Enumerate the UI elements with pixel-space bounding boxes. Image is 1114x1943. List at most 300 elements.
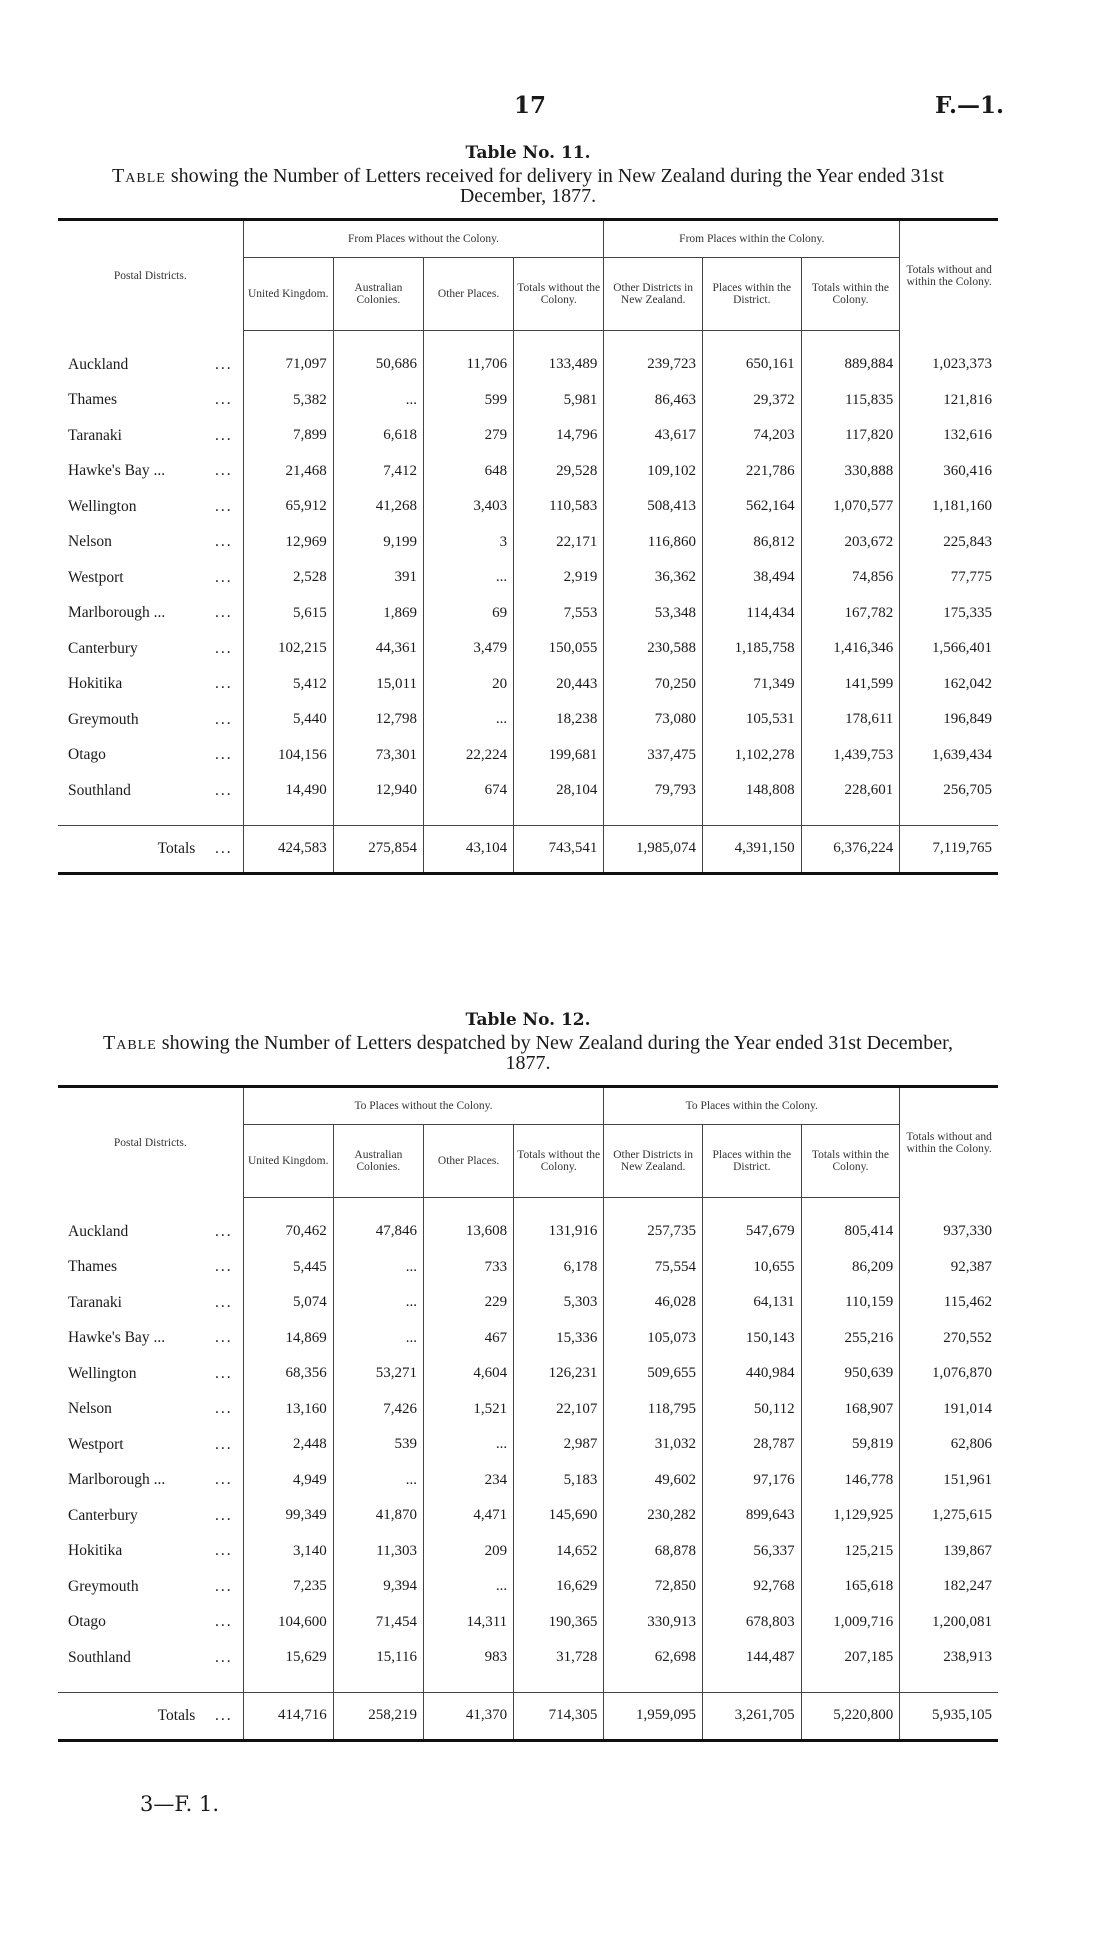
cell-tot-within: 6,376,224 [801, 825, 900, 873]
cell-uk: 70,462 [243, 1214, 333, 1250]
cell-grand: 151,961 [900, 1463, 998, 1499]
cell-uk: 99,349 [243, 1498, 333, 1534]
cell-aus: 9,394 [333, 1569, 423, 1605]
cell-nz-other: 257,735 [604, 1214, 703, 1250]
group-header-without-colony: From Places without the Colony. [243, 220, 604, 258]
cell-uk: 5,445 [243, 1250, 333, 1286]
cell-aus: 9,199 [333, 525, 423, 561]
cell-aus: 47,846 [333, 1214, 423, 1250]
table-row [58, 631, 998, 667]
cell-grand: 270,552 [900, 1321, 998, 1357]
cell-aus: 73,301 [333, 738, 423, 774]
cell-tot-within: 110,159 [801, 1285, 900, 1321]
table-row [58, 1640, 998, 1676]
cell-tot-within: 1,070,577 [801, 489, 900, 525]
leader-dots: ... [215, 1577, 233, 1595]
cell-other: 733 [423, 1250, 513, 1286]
cell-tot-within: 889,884 [801, 347, 900, 383]
cell-uk: 3,140 [243, 1534, 333, 1570]
cell-other: 3,479 [423, 631, 513, 667]
column-header-australian-colonies: Australian Colonies. [333, 258, 423, 331]
table-row [58, 1214, 998, 1250]
leader-dots: ... [215, 1329, 233, 1347]
cell-aus: 41,870 [333, 1498, 423, 1534]
district-name: Marlborough ... ... [68, 1471, 233, 1489]
column-header-other-places: Other Places. [423, 258, 513, 331]
cell-uk: 5,440 [243, 702, 333, 738]
cell-places-within: 148,808 [702, 773, 801, 809]
cell-other: 41,370 [423, 1692, 513, 1740]
cell-tot-within: 167,782 [801, 596, 900, 632]
cell-tot-without: 28,104 [514, 773, 604, 809]
cell-tot-without: 7,553 [514, 596, 604, 632]
cell-grand: 1,566,401 [900, 631, 998, 667]
leader-dots: ... [215, 462, 233, 480]
table-row [58, 1250, 998, 1286]
cell-places-within: 114,434 [702, 596, 801, 632]
document-reference: F.—1. [934, 92, 1004, 119]
cell-aus: 11,303 [333, 1534, 423, 1570]
column-header-totals-without: Totals without the Colony. [514, 258, 604, 331]
table-caption [58, 166, 998, 206]
cell-other: 69 [423, 596, 513, 632]
table-row [58, 1605, 998, 1641]
leader-dots: ... [215, 1706, 233, 1724]
cell-other: 983 [423, 1640, 513, 1676]
cell-grand: 182,247 [900, 1569, 998, 1605]
table-row [58, 1463, 998, 1499]
cell-grand: 92,387 [900, 1250, 998, 1286]
cell-tot-without: 5,303 [514, 1285, 604, 1321]
cell-nz-other: 239,723 [604, 347, 703, 383]
cell-tot-without: 5,981 [514, 383, 604, 419]
leader-dots: ... [215, 1293, 233, 1311]
page-number: 17 [513, 92, 546, 119]
column-header-postal-districts: Postal Districts. [113, 269, 187, 282]
table-row [58, 418, 998, 454]
cell-grand: 196,849 [900, 702, 998, 738]
leader-dots: ... [215, 639, 233, 657]
cell-tot-without: 29,528 [514, 454, 604, 490]
cell-nz-other: 116,860 [604, 525, 703, 561]
cell-nz-other: 36,362 [604, 560, 703, 596]
leader-dots: ... [215, 497, 233, 515]
cell-tot-without: 2,987 [514, 1427, 604, 1463]
district-name: Hawke's Bay ... ... [68, 1329, 233, 1347]
cell-other: 229 [423, 1285, 513, 1321]
letters-despatched-table [58, 1085, 998, 1742]
district-name: Auckland ... [68, 1222, 233, 1240]
cell-places-within: 547,679 [702, 1214, 801, 1250]
cell-tot-within: 805,414 [801, 1214, 900, 1250]
cell-aus: 41,268 [333, 489, 423, 525]
cell-places-within: 86,812 [702, 525, 801, 561]
cell-other: ... [423, 560, 513, 596]
cell-other: 14,311 [423, 1605, 513, 1641]
cell-places-within: 440,984 [702, 1356, 801, 1392]
column-header-other-nz-districts: Other Districts in New Zealand. [604, 258, 703, 331]
cell-nz-other: 46,028 [604, 1285, 703, 1321]
cell-tot-within: 59,819 [801, 1427, 900, 1463]
leader-dots: ... [215, 568, 233, 586]
district-name: Auckland ... [68, 355, 233, 373]
column-header-postal-districts: Postal Districts. [113, 1136, 187, 1149]
district-name: Greymouth ... [68, 1577, 233, 1595]
cell-nz-other: 53,348 [604, 596, 703, 632]
totals-row [58, 825, 998, 873]
cell-tot-without: 5,183 [514, 1463, 604, 1499]
cell-places-within: 650,161 [702, 347, 801, 383]
cell-other: ... [423, 702, 513, 738]
cell-places-within: 74,203 [702, 418, 801, 454]
caption-lead: Table [112, 165, 166, 187]
district-name: Westport ... [68, 568, 233, 586]
cell-nz-other: 75,554 [604, 1250, 703, 1286]
cell-grand: 360,416 [900, 454, 998, 490]
cell-aus: 6,618 [333, 418, 423, 454]
table-row [58, 383, 998, 419]
cell-tot-without: 14,652 [514, 1534, 604, 1570]
column-header-united-kingdom: United Kingdom. [243, 1125, 333, 1198]
table-row [58, 1569, 998, 1605]
cell-tot-within: 1,009,716 [801, 1605, 900, 1641]
cell-places-within: 50,112 [702, 1392, 801, 1428]
cell-aus: ... [333, 1463, 423, 1499]
leader-dots: ... [215, 675, 233, 693]
leader-dots: ... [215, 1471, 233, 1489]
table-row [58, 454, 998, 490]
cell-tot-within: 125,215 [801, 1534, 900, 1570]
cell-nz-other: 73,080 [604, 702, 703, 738]
caption-text: showing the Number of Letters despatched by New Zealand during the Year ended 31st December, 1877. [161, 1032, 953, 1074]
cell-places-within: 899,643 [702, 1498, 801, 1534]
cell-uk: 14,869 [243, 1321, 333, 1357]
spacer-row [58, 1676, 998, 1693]
cell-other: 3 [423, 525, 513, 561]
column-header-grand-totals: Totals without and within the Colony. [900, 1087, 998, 1198]
cell-tot-within: 228,601 [801, 773, 900, 809]
leader-dots: ... [215, 1364, 233, 1382]
cell-uk: 104,156 [243, 738, 333, 774]
cell-uk: 424,583 [243, 825, 333, 873]
cell-nz-other: 105,073 [604, 1321, 703, 1357]
cell-uk: 15,629 [243, 1640, 333, 1676]
district-name: Marlborough ... ... [68, 604, 233, 622]
cell-grand: 937,330 [900, 1214, 998, 1250]
cell-other: 467 [423, 1321, 513, 1357]
cell-places-within: 64,131 [702, 1285, 801, 1321]
cell-uk: 7,235 [243, 1569, 333, 1605]
table-row [58, 1321, 998, 1357]
table-row [58, 1498, 998, 1534]
cell-nz-other: 79,793 [604, 773, 703, 809]
cell-tot-without: 14,796 [514, 418, 604, 454]
leader-dots: ... [215, 781, 233, 799]
cell-aus: 15,116 [333, 1640, 423, 1676]
cell-tot-without: 714,305 [514, 1692, 604, 1740]
cell-grand: 1,076,870 [900, 1356, 998, 1392]
column-header-totals-within: Totals within the Colony. [801, 1125, 900, 1198]
letters-received-table [58, 218, 998, 875]
cell-aus: 539 [333, 1427, 423, 1463]
district-name: Southland ... [68, 1648, 233, 1666]
cell-tot-within: 115,835 [801, 383, 900, 419]
cell-aus: 1,869 [333, 596, 423, 632]
table-body [58, 1198, 998, 1741]
table-title: Table No. 11. [465, 143, 591, 163]
leader-dots: ... [215, 391, 233, 409]
spacer-row [58, 809, 998, 826]
leader-dots: ... [215, 533, 233, 551]
cell-tot-within: 1,439,753 [801, 738, 900, 774]
district-name: Greymouth ... [68, 710, 233, 728]
cell-grand: 121,816 [900, 383, 998, 419]
cell-places-within: 678,803 [702, 1605, 801, 1641]
district-name: Wellington ... [68, 497, 233, 515]
leader-dots: ... [215, 1258, 233, 1276]
group-header-within-colony: To Places within the Colony. [604, 1087, 900, 1125]
cell-other: 3,403 [423, 489, 513, 525]
cell-grand: 1,639,434 [900, 738, 998, 774]
cell-tot-without: 16,629 [514, 1569, 604, 1605]
cell-uk: 7,899 [243, 418, 333, 454]
cell-other: 234 [423, 1463, 513, 1499]
cell-other: 4,604 [423, 1356, 513, 1392]
cell-grand: 62,806 [900, 1427, 998, 1463]
cell-tot-within: 207,185 [801, 1640, 900, 1676]
leader-dots: ... [215, 1435, 233, 1453]
table-row [58, 596, 998, 632]
leader-dots: ... [215, 746, 233, 764]
leader-dots: ... [215, 1613, 233, 1631]
leader-dots: ... [215, 710, 233, 728]
district-name: Taranaki ... [68, 1293, 233, 1311]
cell-grand: 77,775 [900, 560, 998, 596]
district-name: Hawke's Bay ... ... [68, 462, 233, 480]
cell-tot-within: 330,888 [801, 454, 900, 490]
column-header-places-within-district: Places within the District. [702, 1125, 801, 1198]
cell-uk: 5,382 [243, 383, 333, 419]
cell-places-within: 144,487 [702, 1640, 801, 1676]
district-name: Westport ... [68, 1435, 233, 1453]
cell-aus: 15,011 [333, 667, 423, 703]
cell-tot-without: 31,728 [514, 1640, 604, 1676]
cell-tot-without: 131,916 [514, 1214, 604, 1250]
cell-grand: 191,014 [900, 1392, 998, 1428]
cell-tot-within: 950,639 [801, 1356, 900, 1392]
cell-nz-other: 1,985,074 [604, 825, 703, 873]
cell-grand: 115,462 [900, 1285, 998, 1321]
table-row [58, 1427, 998, 1463]
cell-tot-within: 141,599 [801, 667, 900, 703]
cell-nz-other: 86,463 [604, 383, 703, 419]
table-11-section [58, 143, 998, 875]
cell-uk: 4,949 [243, 1463, 333, 1499]
district-name: Hokitika ... [68, 675, 233, 693]
cell-tot-without: 6,178 [514, 1250, 604, 1286]
district-name: Nelson ... [68, 1400, 233, 1418]
cell-nz-other: 72,850 [604, 1569, 703, 1605]
cell-tot-within: 74,856 [801, 560, 900, 596]
cell-aus: 53,271 [333, 1356, 423, 1392]
column-header-grand-totals: Totals without and within the Colony. [900, 220, 998, 331]
cell-tot-within: 168,907 [801, 1392, 900, 1428]
cell-nz-other: 337,475 [604, 738, 703, 774]
cell-grand: 1,023,373 [900, 347, 998, 383]
spacer-row [58, 1198, 998, 1215]
cell-places-within: 3,261,705 [702, 1692, 801, 1740]
cell-places-within: 562,164 [702, 489, 801, 525]
cell-nz-other: 109,102 [604, 454, 703, 490]
cell-tot-within: 146,778 [801, 1463, 900, 1499]
cell-nz-other: 70,250 [604, 667, 703, 703]
leader-dots: ... [215, 1542, 233, 1560]
table-title: Table No. 12. [465, 1010, 591, 1030]
cell-tot-within: 178,611 [801, 702, 900, 738]
district-name: Otago ... [68, 1613, 233, 1631]
cell-other: 279 [423, 418, 513, 454]
table-body [58, 331, 998, 874]
cell-tot-within: 1,416,346 [801, 631, 900, 667]
cell-other: ... [423, 1569, 513, 1605]
table-row [58, 702, 998, 738]
cell-nz-other: 509,655 [604, 1356, 703, 1392]
cell-aus: ... [333, 1285, 423, 1321]
group-header-without-colony: To Places without the Colony. [243, 1087, 604, 1125]
district-name: Taranaki ... [68, 426, 233, 444]
cell-places-within: 56,337 [702, 1534, 801, 1570]
cell-tot-without: 190,365 [514, 1605, 604, 1641]
totals-row [58, 1692, 998, 1740]
cell-places-within: 28,787 [702, 1427, 801, 1463]
cell-tot-within: 203,672 [801, 525, 900, 561]
cell-uk: 414,716 [243, 1692, 333, 1740]
table-row [58, 525, 998, 561]
cell-aus: ... [333, 383, 423, 419]
cell-other: 43,104 [423, 825, 513, 873]
cell-grand: 225,843 [900, 525, 998, 561]
cell-aus: 391 [333, 560, 423, 596]
cell-other: 22,224 [423, 738, 513, 774]
column-header-places-within-district: Places within the District. [702, 258, 801, 331]
column-header-other-nz-districts: Other Districts in New Zealand. [604, 1125, 703, 1198]
table-row [58, 1392, 998, 1428]
column-header-totals-without: Totals without the Colony. [514, 1125, 604, 1198]
cell-uk: 13,160 [243, 1392, 333, 1428]
cell-uk: 12,969 [243, 525, 333, 561]
cell-uk: 71,097 [243, 347, 333, 383]
cell-uk: 2,448 [243, 1427, 333, 1463]
cell-places-within: 71,349 [702, 667, 801, 703]
cell-tot-without: 18,238 [514, 702, 604, 738]
cell-grand: 1,181,160 [900, 489, 998, 525]
table-caption [58, 1033, 998, 1073]
cell-aus: ... [333, 1321, 423, 1357]
district-name: Southland ... [68, 781, 233, 799]
table-row [58, 773, 998, 809]
cell-tot-without: 15,336 [514, 1321, 604, 1357]
cell-other: 20 [423, 667, 513, 703]
cell-places-within: 92,768 [702, 1569, 801, 1605]
district-name: Totals ... [58, 825, 243, 873]
column-header-united-kingdom: United Kingdom. [243, 258, 333, 331]
cell-tot-within: 86,209 [801, 1250, 900, 1286]
leader-dots: ... [215, 1222, 233, 1240]
district-name: Canterbury ... [68, 1506, 233, 1524]
cell-nz-other: 31,032 [604, 1427, 703, 1463]
cell-tot-without: 150,055 [514, 631, 604, 667]
cell-aus: 258,219 [333, 1692, 423, 1740]
cell-nz-other: 43,617 [604, 418, 703, 454]
column-header-australian-colonies: Australian Colonies. [333, 1125, 423, 1198]
cell-uk: 14,490 [243, 773, 333, 809]
cell-uk: 2,528 [243, 560, 333, 596]
table-row [58, 738, 998, 774]
table-row [58, 667, 998, 703]
cell-aus: 7,426 [333, 1392, 423, 1428]
cell-grand: 132,616 [900, 418, 998, 454]
cell-tot-within: 5,220,800 [801, 1692, 900, 1740]
cell-nz-other: 49,602 [604, 1463, 703, 1499]
cell-tot-without: 110,583 [514, 489, 604, 525]
cell-aus: 12,798 [333, 702, 423, 738]
cell-aus: 12,940 [333, 773, 423, 809]
cell-aus: ... [333, 1250, 423, 1286]
leader-dots: ... [215, 355, 233, 373]
district-name: Canterbury ... [68, 639, 233, 657]
cell-grand: 7,119,765 [900, 825, 998, 873]
table-row [58, 1356, 998, 1392]
cell-places-within: 38,494 [702, 560, 801, 596]
cell-tot-without: 22,107 [514, 1392, 604, 1428]
spacer-row [58, 331, 998, 348]
district-name: Totals ... [58, 1692, 243, 1740]
cell-places-within: 221,786 [702, 454, 801, 490]
leader-dots: ... [215, 839, 233, 857]
cell-tot-without: 145,690 [514, 1498, 604, 1534]
cell-tot-within: 255,216 [801, 1321, 900, 1357]
table-row [58, 560, 998, 596]
cell-grand: 5,935,105 [900, 1692, 998, 1740]
cell-nz-other: 62,698 [604, 1640, 703, 1676]
district-name: Thames ... [68, 391, 233, 409]
cell-places-within: 10,655 [702, 1250, 801, 1286]
leader-dots: ... [215, 426, 233, 444]
table-row [58, 489, 998, 525]
cell-nz-other: 230,282 [604, 1498, 703, 1534]
district-name: Otago ... [68, 746, 233, 764]
cell-other: ... [423, 1427, 513, 1463]
cell-tot-without: 126,231 [514, 1356, 604, 1392]
cell-nz-other: 118,795 [604, 1392, 703, 1428]
cell-grand: 175,335 [900, 596, 998, 632]
district-name: Wellington ... [68, 1364, 233, 1382]
cell-nz-other: 68,878 [604, 1534, 703, 1570]
cell-grand: 1,200,081 [900, 1605, 998, 1641]
cell-nz-other: 330,913 [604, 1605, 703, 1641]
cell-aus: 7,412 [333, 454, 423, 490]
table-row [58, 1534, 998, 1570]
cell-places-within: 4,391,150 [702, 825, 801, 873]
district-name: Nelson ... [68, 533, 233, 551]
cell-places-within: 1,185,758 [702, 631, 801, 667]
leader-dots: ... [215, 1506, 233, 1524]
cell-other: 11,706 [423, 347, 513, 383]
cell-other: 599 [423, 383, 513, 419]
cell-uk: 68,356 [243, 1356, 333, 1392]
cell-tot-within: 1,129,925 [801, 1498, 900, 1534]
cell-aus: 50,686 [333, 347, 423, 383]
